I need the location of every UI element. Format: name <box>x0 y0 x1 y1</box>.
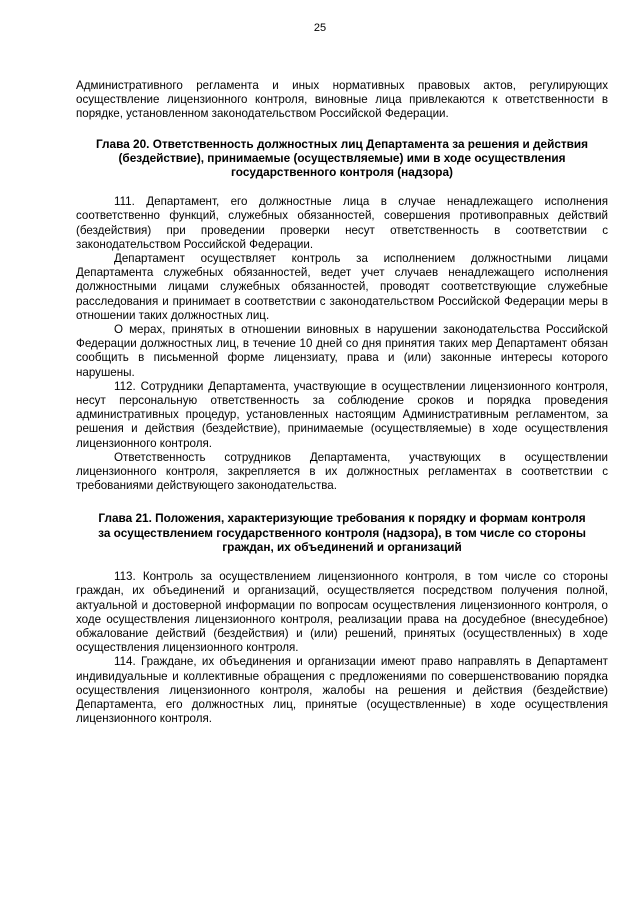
page-number: 25 <box>313 22 327 34</box>
paragraph-111-measures: О мерах, принятых в отношении виновных в нарушении законодательства Российской Федерации должностных лиц, в течение 10 дней со дня принятия таких мер Департамент обязан сообщить в письменной форме лицензиату, права и (или) законные интересы которого нарушены. <box>76 323 608 379</box>
paragraph-114: 114. Граждане, их объединения и организации имеют право направлять в Департамент индивидуальные и коллективные обращения с предложениями по совершенствованию порядка осуществления лицензионного контроля, жалобы на решения и действия (бездействие) Департамента, его должностных лиц, принятые (осуществленные) в ходе осуществления лицензионного контроля. <box>76 655 608 726</box>
paragraph-112: 112. Сотрудники Департамента, участвующие в осуществлении лицензионного контроля, несут персональную ответственность за соблюдение сроков и порядка проведения административных процедур, установленных настоящим Административным регламентом, за решения и действия (бездействие), принимаемые (осуществляемые) в ходе осуществления лицензионного контроля. <box>76 379 608 450</box>
paragraph-113: 113. Контроль за осуществлением лицензионного контроля, в том числе со стороны граждан, их объединений и организаций, осуществляется посредством получения полной, актуальной и достоверной информации по вопросам осуществления лицензионного контроля, о ходе осуществления лицензионного контроля, реализации права на досудебное (внесудебное) обжалование действий (бездействия) и (или) решений, принятых (осуществленных) в ходе осуществления лицензионного контроля. <box>76 570 608 655</box>
document-body <box>76 79 608 726</box>
chapter-21-title: Глава 21. Положения, характеризующие требования к порядку и формам контроля за осуществлением государственного контроля (надзора), в том числе со стороны граждан, их объединений и организаций <box>98 511 586 554</box>
paragraph-111-control: Департамент осуществляет контроль за исполнением должностными лицами Департамента служебных обязанностей, ведет учет случаев ненадлежащего исполнения должностными лицами служебных обязанностей, проводят соответствующие служебные расследования и принимает в соответствии с законодательством Российской Федерации меры в отношении таких должностных лиц. <box>76 252 608 322</box>
paragraph-112-responsibility: Ответственность сотрудников Департамента, участвующих в осуществлении лицензионного контроля, закрепляется в их должностных регламентах в соответствии с требованиями действующего законодательства. <box>76 450 608 493</box>
chapter-20-title: Глава 20. Ответственность должностных лиц Департамента за решения и действия (бездействие), принимаемые (осуществляемые) ими в ходе осуществления государственного контроля (надзора) <box>95 136 589 180</box>
intro-paragraph: Административного регламента и иных нормативных правовых актов, регулирующих осуществление лицензионного контроля, виновные лица привлекаются к ответственности в порядке, установленном законодательством Российской Федерации. <box>76 79 608 121</box>
paragraph-111: 111. Департамент, его должностные лица в случае ненадлежащего исполнения соответственно функций, служебных обязанностей, совершения противоправных действий (бездействия) при проведении проверки несут ответственность в соответствии с законодательством Российской Федерации. <box>76 195 608 251</box>
